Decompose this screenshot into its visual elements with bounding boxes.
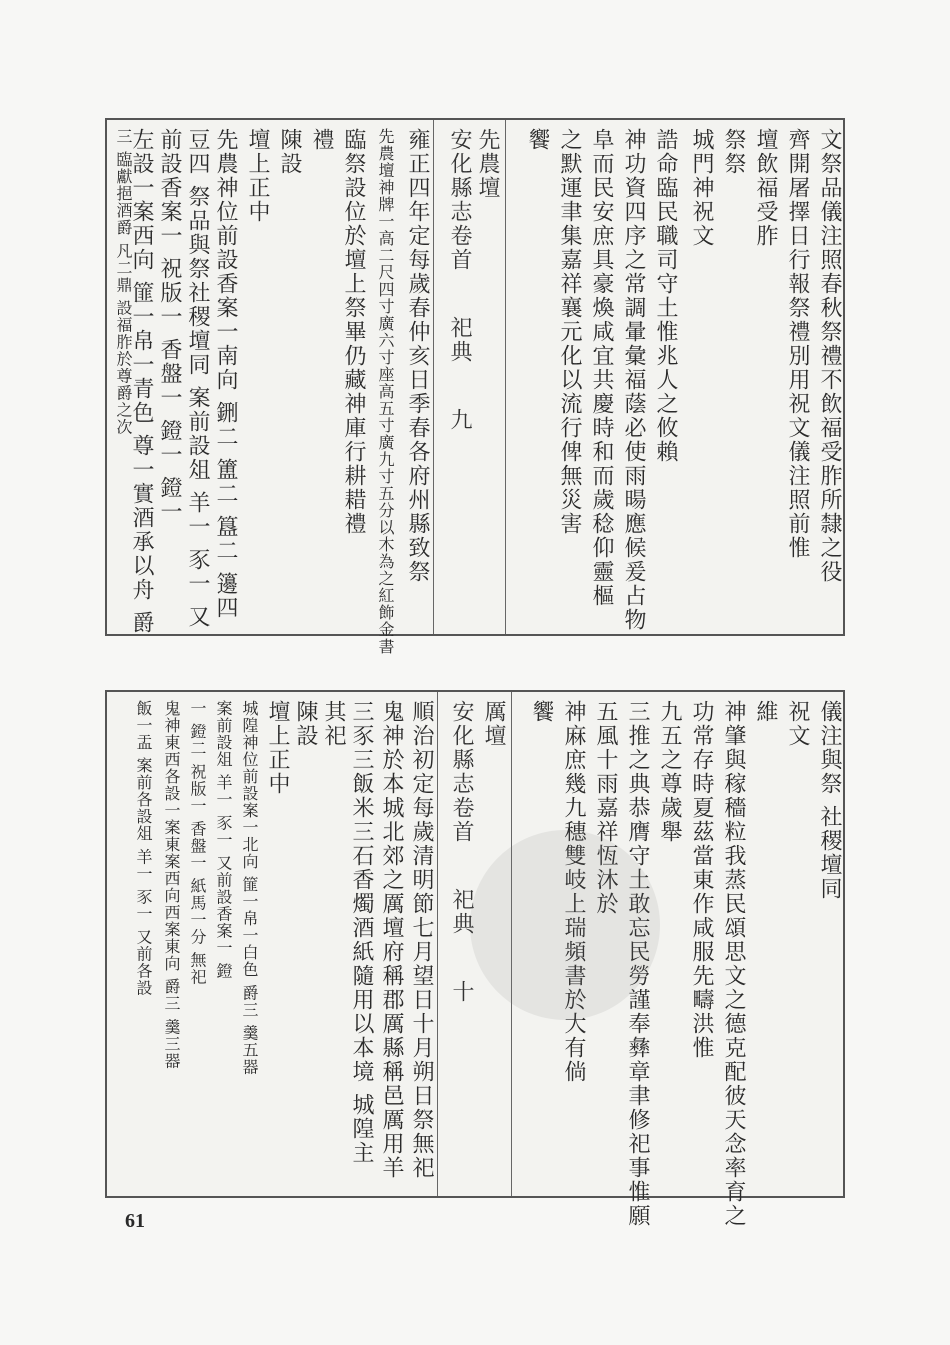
- section-header: [473, 128, 501, 200]
- text-column: 阜而民安庶具豪煥咸宜共慶時和而歲稔仰靈樞: [589, 128, 614, 608]
- text-column: 神肇與稼穡粒我蒸民頌思文之德克配彼天念率育之: [721, 700, 746, 1228]
- text-column: 之默運聿集嘉祥襄元化以流行俾無災害: [557, 128, 582, 536]
- text-column: 前設香案一 祝版一 香盤一 鐙一 鐙一: [157, 128, 182, 524]
- text-column: 陳設: [277, 128, 302, 176]
- section-title: 厲壇: [481, 700, 506, 748]
- text-column: 陳設: [293, 700, 318, 748]
- column-rule: [433, 120, 434, 634]
- text-column: 其祀: [321, 700, 346, 748]
- text-column: 順治初定每歲清明節七月望日十月朔日祭無祀: [409, 700, 434, 1180]
- text-column: 城隍神位前設案一北向 篚一帛一白色 爵三 羹五器: [240, 700, 259, 1076]
- section-header: [479, 700, 507, 748]
- text-column: 城門神祝文: [689, 128, 714, 248]
- section-title: 先農壇: [475, 128, 500, 200]
- text-column: 一 鐙二 祝版一 香盤一 紙馬一分 無祀: [188, 700, 207, 986]
- text-column: 先農神位前設香案一南向 鉶二 簠二 簋二 籩四: [213, 128, 238, 620]
- column-rule: [505, 120, 506, 634]
- text-column: 九五之尊歲舉: [657, 700, 682, 844]
- text-column: 功常存時夏茲當東作咸服先疇洪惟: [689, 700, 714, 1060]
- top-page-panel: [105, 118, 845, 655]
- text-column: 壇上正中: [265, 700, 290, 796]
- text-column: 左設一案西向 篚一帛一青色 尊一實酒承以舟 爵: [129, 128, 154, 635]
- text-column: 儀注與祭 社稷壇同: [817, 700, 842, 901]
- text-column: 五風十雨嘉祥恆沐於: [593, 700, 618, 916]
- text-column: 飯一盂 案前各設俎 羊一 豕一 又前各設: [134, 700, 153, 997]
- text-column: 三推之典恭膺守土敢忘民勞謹奉彝章聿修祀事惟願: [625, 700, 650, 1228]
- text-column: 鬼神於本城北郊之厲壇府稱郡厲縣稱邑厲用羊: [379, 700, 404, 1180]
- text-column: 祭祭: [721, 128, 746, 176]
- text-column: 祝文: [785, 700, 810, 748]
- text-column: 三 臨獻挹酒爵 凡二鼎 設福胙於尊爵之次: [114, 128, 133, 436]
- text-column: 三豕三飯米三石香燭酒紙隨用以本境 城隍主: [349, 700, 374, 1165]
- text-column: 鬼神東西各設一案東案西向西案東向 爵三 羹三器: [162, 700, 181, 1070]
- running-title: [445, 128, 473, 432]
- text-column: 齊開屠擇日行報祭禮別用祝文儀注照前惟: [785, 128, 810, 560]
- running-title: [447, 700, 475, 1004]
- folio-number: 九: [447, 408, 472, 432]
- folio-number: 十: [449, 980, 474, 1004]
- section-name: 祀典: [449, 888, 474, 936]
- text-column: 壇上正中: [245, 128, 270, 224]
- text-column: 禮: [309, 128, 334, 152]
- text-column: 維: [753, 700, 778, 724]
- text-column: 壇飲福受胙: [753, 128, 778, 248]
- text-column: 饗: [525, 128, 550, 152]
- text-column: 神功資四序之常調暈彙福蔭必使雨暘應候爰占物: [621, 128, 646, 632]
- text-column: 雍正四年定每歲春仲亥日季春各府州縣致祭: [405, 128, 430, 584]
- book-title: 安化縣志卷首: [447, 128, 472, 272]
- book-title: 安化縣志卷首: [449, 700, 474, 844]
- section-name: 祀典: [447, 316, 472, 364]
- text-column: 豆四 祭品與祭社稷壇同 案前設俎 羊一 豕一 又: [185, 128, 210, 629]
- text-column: 誥命臨民職司守土惟兆人之攸賴: [653, 128, 678, 464]
- library-seal-watermark: [470, 830, 660, 1020]
- text-column: 神麻庶幾九穗雙岐上瑞頻書於大有倘: [561, 700, 586, 1084]
- column-rule: [437, 692, 438, 1196]
- text-column: 文祭品儀注照春秋祭禮不飲福受胙所隸之役: [817, 128, 842, 584]
- text-column: 饗: [529, 700, 554, 724]
- text-column: 案前設俎 羊一 豕一 又前設香案一 鐙: [214, 700, 233, 980]
- text-column: 臨祭設位於壇上祭畢仍藏神庫行耕耤禮: [341, 128, 366, 536]
- page-number: 61: [125, 1210, 145, 1232]
- text-column: 先農壇神牌一高二尺四寸廣六寸座高五寸廣九寸五分以木為之紅飾金書: [376, 128, 395, 655]
